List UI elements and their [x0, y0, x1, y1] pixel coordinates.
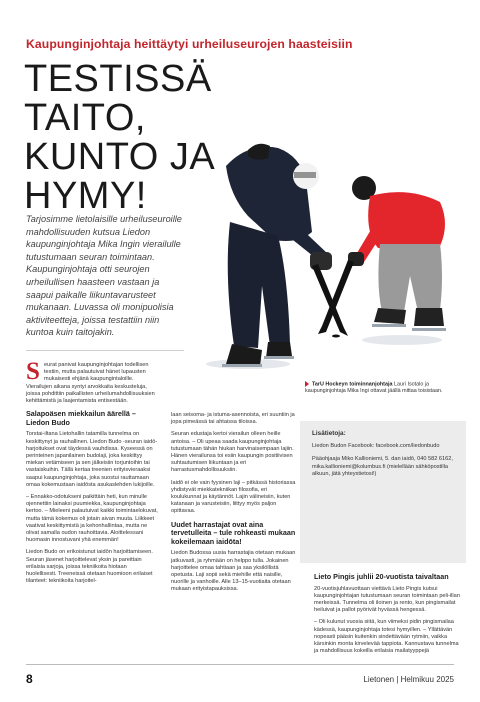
paragraph: Seuran edustaja kertoi vierailun olleen heille antoisa. – Oli upeaa saada kaupunginjohtaja tutustumaan tähän hiukan harvinaisempaan lajiin. Hänen vierailunsa toi esiin kaupungin positiivisen suhtautumisen liikuntaan ja eri harrastusmahdollisuuksiin. — [171, 431, 294, 474]
article-kicker: Kaupunginjohtaja heittäytyi urheiluseurojen haasteisiin — [26, 37, 353, 51]
paragraph: – Ennakko-odotukseni paikittäin heti, kun minulle ojennettiin lainaksi puumiekka, kaupunginjohtaja kertoo. – Mieleeni palautuivat kaikki toimintaelokuvat, mutta tämä kokemus oli jotain aivan muuta. Liikkeet vaativat keskittymistä ja kehonhallintaa, mutta ne olivat samalla oudon rauhoittavia. Aloittelessani huomasin innostuvani yhä enemmän! — [26, 494, 158, 544]
hockey-photo — [178, 136, 464, 390]
photo-caption — [305, 381, 465, 395]
player-right — [318, 176, 446, 334]
footer-divider — [26, 664, 454, 665]
publication-footer: Lietonen | Helmikuu 2025 — [363, 675, 454, 684]
info-contact: Pääohjaaja Miko Kallioniemi, 5. dan iaidō, 040 582 6162, mika.kallioniemi@kolumbus.fi (mielellään sähköpostilla alkuun, jätä yhteystietosi!) — [312, 456, 453, 477]
caption-text: Lauri Isotalo ja kaupunginjohtaja Mika Ingi ottavat jäällä mittaa toisistaan. — [305, 381, 443, 395]
article-title: TESTISSÄ TAITO, KUNTO JA HYMY! — [24, 58, 214, 217]
article-lead: Tarjosimme lietolaisille urheiluseuroille mahdollisuuden kutsua Liedon kaupunginjohtaja Mika Ingin vierailulle tutustumaan seuran toimintaan. Kaupunginjohtaja otti seurojen urheilullisen haasteen vastaan ja saapui paikalle liikuntavarusteet mukanaan. Luvassa oli monipuolisia aktiviteetteja, joissa testattiin niin kuntoa kuin taitojakin. — [26, 214, 182, 338]
column-3 — [314, 570, 460, 660]
paragraph: – Oli kulunut vuosia siitä, kun viimeksi pidin pingismailaa kädessä, kaupunginjohtaja totesi hymyillen. – Yllättävän nopeasti pääsin kuitenkin sindettävään rytmiin, vaikka kärsinkin monta kirvelevää tappiota. Kannustava tunnelma ja mahdollisuus kokeilla erilaisia mailatyyppejä — [314, 619, 459, 655]
subheading-newcomers: Uudet harrastajat ovat aina tervetulleita – tule rohkeasti mukaan kokeilemaan iaidōta! — [171, 519, 296, 546]
drop-cap: S — [26, 358, 40, 385]
info-facebook: Liedon Budon Facebook: facebook.com/liedonbudo — [312, 443, 440, 450]
caption-bold: TarU Hockeyn toiminnanjohtaja — [312, 381, 393, 388]
info-box — [300, 421, 466, 563]
caption-marker-icon — [305, 381, 309, 387]
paragraph: Torstai-iltana Lietohallin tatamilla tunnelma on keskittynyt ja rauhallinen. Liedon Budo -seuran iaidō-harjoitukset ovat täydessä vauhdissa. Kyseessä on perinteinen japanilainen budolaji, joka keskittyy miekan vetämiseen ja sen jälkeisiin torjuntoihin tai vastaiskuihin. Tällä kertaa treenien erityisvieraaksi saapui kaupunginjohtaja, joka suostui rauttamaan omaa kokemustaan iaidōsta asukaslehden lukijoille. — [26, 431, 158, 488]
column-1 — [26, 358, 158, 590]
subheading-budo: Salapoäsen miekkailun äärellä – Liedon Budo — [26, 409, 136, 427]
paragraph: Liedon Budossa uusia harrastajia otetaan mukaan jatkuvasti, ja ryhmään on helppo tulla. Jokainen harjoittelee omaa tahtiaan ja saa yksilöllistä opetusta. Laji sopii sekä miehille että naisille, nuorille ja vanhoille. Alle 13–15-vuotiaita otetaan mukaan erityistapauksissa. — [171, 550, 296, 593]
page-number: 8 — [26, 672, 33, 686]
player-left — [222, 144, 348, 367]
intro-text: eurat panivat kaupunginjohtajan todellisen testiin, mutta palautuivat hänet lupausten mukaisesti ehjänä kaupungintaloille. Vierailujen aikana syntyi arvokkaita keskusteluja, joissa pohdittiin paikallisten urheilumahdollisuuksien kehittämistä ja laajentamista entisestään. — [26, 362, 155, 405]
paragraph: laan seisoma- ja istuma-asennoista, eri suuntiin ja jopa pimeässä tai ahtaissa tiloissa. — [171, 412, 295, 426]
paragraph: Iaidō ei ole vain fyysinen laji – pitkässä historiassa yhdistyvät miekkatekniikan filosofia, eri koulukunnat ja käytännöt. Lajin välineisiin, kuten katanaan ja varusteisiin, liittyy myös paljon opittavaa. — [171, 479, 296, 515]
intro-paragraph — [26, 358, 158, 405]
column-2 — [171, 412, 297, 599]
lead-divider — [26, 350, 184, 351]
paragraph: 20-vuotisjuhlavuottaan viettävä Lieto Pingis kutsui kaupunginjohtajan tutustumaan seuran toimintaan peli-illan merkeissä. Tunnelma oli iloinen ja rento, kun pingismailat heiluivat ja pallot pyörivät hyvässä hengessä. — [314, 585, 460, 614]
subheading-pingis: Lieto Pingis juhlii 20-vuotista taivaltaan — [314, 572, 449, 581]
info-heading: Lisätietoja: — [312, 430, 346, 437]
paragraph: Liedon Budo on erikoistunut iaidōn harjoittamiseen. Seuran jäsenet harjoittelevat yksin ja pareittain erilaisia sarjoja, joissa tekniikoita hiotaan huolellisesti. Treeneissä otetaan huomioon erilaiset tilanteet: tekniikoita harjoitel- — [26, 549, 153, 585]
